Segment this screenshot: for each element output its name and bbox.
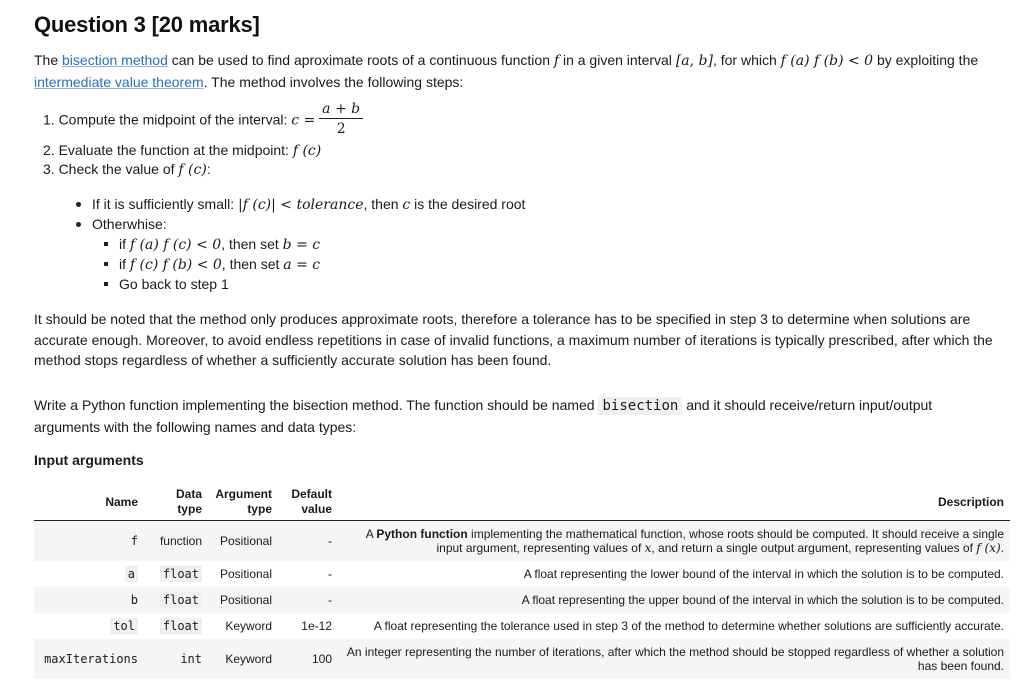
intermediate-value-theorem-link[interactable]: intermediate value theorem [34,73,204,90]
input-arguments-table [34,484,1010,679]
function-name-code: bisection [598,397,682,415]
row-description: A float representing the upper bound of the interval in which the solution is to be computed. [338,587,1010,613]
math-condition: f (a) f (b) < 0 [780,53,874,69]
bullet-square-icon [104,242,108,246]
row-description: A float representing the tolerance used in step 3 of the method to determine whether solutions are sufficiently accurate. [373,618,1004,633]
intro-paragraph: The bisection method can be used to find aproximate roots of a continuous function f in a given interval [a, b], for which f (a) f (b) < 0 by exploiting the intermediate value theorem. The method involves the following steps: [34,52,979,90]
bullet-otherwise: Otherwhise: [76,216,167,232]
bullet-square-icon [104,282,108,286]
step-2: 2. Evaluate the function at the midpoint: f (c) [43,142,322,159]
row-description: A Python function implementing the mathematical function, whose roots should be computed. It should receive a single input argument, representing values of x, and return a single output argument, representing values of f (x). [338,521,1010,561]
bisection-method-link[interactable]: bisection method [62,52,168,68]
input-arguments-heading: Input arguments [34,452,144,468]
header-data-type: Data type [144,484,208,521]
bullet-small-value: If it is sufficiently small: |f (c)| < tolerance, then c is the desired root [76,196,525,213]
table-header-row [34,484,1010,521]
bullet-dot-icon [76,202,81,207]
subbullet-set-b: if f (a) f (c) < 0, then set b = c [104,236,320,253]
header-name: Name [34,484,144,521]
task-paragraph: Write a Python function implementing the bisection method. The function should be named bisection and it should receive/return input/output arguments with the following names and data types: [34,397,933,435]
header-argument-type: Argument type [208,484,278,521]
table-row: b float Positional - A float representing the upper bound of the interval in which the solution is to be computed. [34,587,1010,613]
math-midpoint-fraction: $\frac{a + b}{2}$ [319,101,363,137]
math-interval: [a, b] [675,53,713,69]
step-1: 1. Compute the midpoint of the interval: c = $\frac{a + b}{2}$ [43,103,363,139]
math-f: f [553,53,560,69]
step-3: 3. Check the value of f (c): [43,161,211,178]
math-midpoint-lhs: c = [291,112,316,129]
subbullet-go-back: Go back to step 1 [104,276,229,292]
table-row: maxIterations int Keyword 100 An integer representing the number of iterations, after which the method should be stopped regardless of whether a solution has been found. [34,639,1010,679]
subbullet-set-a: if f (c) f (b) < 0, then set a = c [104,256,320,273]
bullet-square-icon [104,262,108,266]
row-description: A float representing the lower bound of the interval in which the solution is to be computed. [523,566,1004,581]
question-title: Question 3 [20 marks] [34,12,260,37]
note-paragraph: It should be noted that the method only produces approximate roots, therefore a tolerance has to be specified in step 3 to determine when solutions are accurate enough. Moreover, to avoid endless repetitions in case of invalid functions, a maximum number of iterations is typically prescribed, after which the method stops regardless of whether a sufficiently accurate solution has been found. [34,311,993,368]
header-default-value: Default value [278,484,338,521]
table-row: tol float Keyword 1e-12 A float representing the tolerance used in step 3 of the method to determine whether solutions are sufficiently accurate. [34,613,1010,639]
row-description: An integer representing the number of iterations, after which the method should be stopped regardless of whether a solution has been found. [338,639,1010,679]
table-row: a float Positional - A float representing the lower bound of the interval in which the solution is to be computed. [34,561,1010,587]
table-row: f function Positional - A Python function implementing the mathematical function, whose roots should be computed. It should receive a single input argument, representing values of x, and return a single output argument, representing values of f (x). [34,521,1010,561]
header-description: Description [338,484,1010,521]
bullet-dot-icon [76,222,81,227]
